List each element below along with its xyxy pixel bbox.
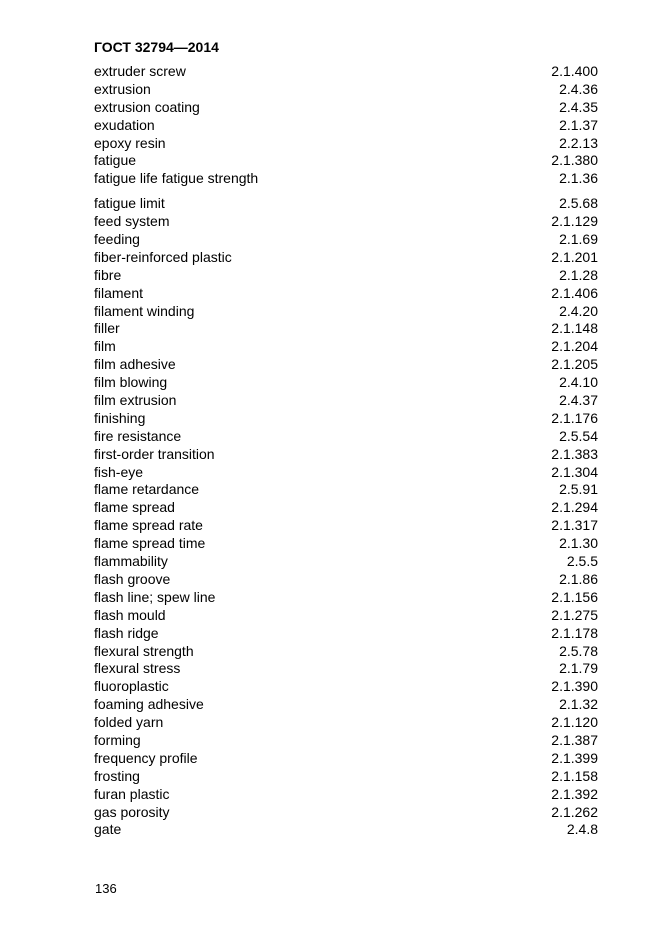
index-term: flammability	[94, 553, 168, 570]
index-term: feed system	[94, 213, 170, 230]
index-entry-row	[94, 678, 598, 696]
index-entry-row	[94, 338, 598, 356]
index-entry-row	[94, 553, 598, 571]
index-reference: 2.1.86	[559, 570, 598, 587]
index-reference: 2.1.390	[551, 678, 598, 695]
index-reference: 2.1.387	[551, 731, 598, 748]
index-entry-row	[94, 535, 598, 553]
index-term: fatigue limit	[94, 195, 165, 212]
index-term: fibre	[94, 266, 122, 283]
index-entry-row	[94, 804, 598, 822]
index-term: film extrusion	[94, 392, 177, 409]
index-entry-row	[94, 696, 598, 714]
index-entry-row	[94, 750, 598, 768]
index-entry-row	[94, 428, 598, 446]
index-term: feeding	[94, 231, 140, 248]
index-reference: 2.1.148	[551, 320, 598, 337]
index-reference: 2.4.20	[559, 302, 598, 319]
index-term: flash mould	[94, 606, 166, 623]
index-entry-row	[94, 99, 598, 117]
index-reference: 2.5.5	[566, 553, 598, 570]
index-entry-row	[94, 135, 598, 153]
index-reference: 2.1.129	[551, 213, 598, 230]
index-reference: 2.5.78	[559, 642, 598, 659]
index-term: fish-eye	[94, 463, 144, 480]
index-entry-list	[94, 63, 598, 839]
index-entry-row	[94, 63, 598, 81]
index-reference: 2.1.383	[551, 445, 598, 462]
index-term: finishing	[94, 409, 146, 426]
index-reference: 2.5.54	[559, 427, 598, 444]
index-term: exudation	[94, 116, 155, 133]
index-reference: 2.1.156	[551, 588, 598, 605]
index-reference: 2.4.10	[559, 374, 598, 391]
index-entry-row	[94, 195, 598, 213]
index-term: gate	[94, 821, 122, 838]
index-term: frequency profile	[94, 749, 198, 766]
index-reference: 2.1.79	[559, 660, 598, 677]
index-entry-row	[94, 231, 598, 249]
index-entry-row	[94, 170, 598, 188]
index-reference: 2.4.36	[559, 80, 598, 97]
index-entry-row	[94, 320, 598, 338]
index-term: fatigue life fatigue strength	[94, 170, 259, 187]
index-entry-row	[94, 643, 598, 661]
index-term: foaming adhesive	[94, 696, 204, 713]
index-reference: 2.5.68	[559, 195, 598, 212]
index-term: furan plastic	[94, 785, 170, 802]
index-reference: 2.1.178	[551, 624, 598, 641]
index-entry-row	[94, 571, 598, 589]
index-entry-row	[94, 374, 598, 392]
index-term: filler	[94, 320, 120, 337]
index-term: gas porosity	[94, 803, 170, 820]
index-term: frosting	[94, 767, 140, 784]
index-entry-row	[94, 714, 598, 732]
index-term: fatigue	[94, 152, 137, 169]
index-term: extrusion	[94, 80, 151, 97]
index-entry-row	[94, 249, 598, 267]
index-reference: 2.1.204	[551, 338, 598, 355]
index-entry-row	[94, 625, 598, 643]
index-reference: 2.1.380	[551, 152, 598, 169]
index-term: flame retardance	[94, 481, 200, 498]
index-reference: 2.1.36	[559, 170, 598, 187]
index-reference: 2.1.32	[559, 696, 598, 713]
index-term: forming	[94, 731, 141, 748]
index-entry-row	[94, 732, 598, 750]
index-reference: 2.1.176	[551, 409, 598, 426]
index-term: flame spread rate	[94, 517, 203, 534]
index-entry-row	[94, 517, 598, 535]
index-term: fluoroplastic	[94, 678, 169, 695]
index-entry-row	[94, 213, 598, 231]
index-term: flash line; spew line	[94, 588, 216, 605]
index-term: film blowing	[94, 374, 168, 391]
index-entry-row	[94, 410, 598, 428]
index-term: flash ridge	[94, 624, 159, 641]
index-term: epoxy resin	[94, 134, 166, 151]
index-reference: 2.1.317	[551, 517, 598, 534]
index-reference: 2.1.406	[551, 284, 598, 301]
index-entry-row	[94, 607, 598, 625]
index-entry-row	[94, 481, 598, 499]
index-term: fire resistance	[94, 427, 182, 444]
index-term: extrusion coating	[94, 98, 200, 115]
index-entry-row	[94, 303, 598, 321]
index-entry-row	[94, 267, 598, 285]
index-entry-row	[94, 356, 598, 374]
index-term: film adhesive	[94, 356, 176, 373]
index-reference: 2.1.262	[551, 803, 598, 820]
index-term: folded yarn	[94, 714, 164, 731]
document-header: ГОСТ 32794—2014	[94, 39, 219, 55]
index-reference: 2.1.400	[551, 63, 598, 79]
index-reference: 2.1.28	[559, 266, 598, 283]
index-reference: 2.1.30	[559, 535, 598, 552]
index-entry-row	[94, 81, 598, 99]
page-number: 136	[95, 881, 117, 896]
index-term: flexural stress	[94, 660, 181, 677]
index-reference: 2.1.205	[551, 356, 598, 373]
index-entry-row	[94, 786, 598, 804]
index-term: filament	[94, 284, 144, 301]
index-reference: 2.1.201	[551, 248, 598, 265]
index-term: film	[94, 338, 116, 355]
index-term: flame spread	[94, 499, 175, 516]
index-entry-row	[94, 660, 598, 678]
index-term: fiber-reinforced plastic	[94, 248, 232, 265]
index-entry-row	[94, 152, 598, 170]
index-reference: 2.1.399	[551, 749, 598, 766]
index-reference: 2.4.8	[566, 821, 598, 838]
index-term: flash groove	[94, 570, 171, 587]
index-reference: 2.4.35	[559, 98, 598, 115]
index-term: flame spread time	[94, 535, 206, 552]
index-entry-row	[94, 589, 598, 607]
index-entry-row	[94, 446, 598, 464]
index-reference: 2.1.392	[551, 785, 598, 802]
index-reference: 2.4.37	[559, 392, 598, 409]
index-reference: 2.1.120	[551, 714, 598, 731]
index-term: first-order transition	[94, 445, 215, 462]
index-reference: 2.1.69	[559, 231, 598, 248]
index-term: flexural strength	[94, 642, 194, 659]
index-entry-row	[94, 117, 598, 135]
index-term: extruder screw	[94, 63, 186, 79]
index-reference: 2.1.304	[551, 463, 598, 480]
index-entry-row	[94, 821, 598, 839]
index-reference: 2.5.91	[559, 481, 598, 498]
index-term: filament winding	[94, 302, 195, 319]
index-reference: 2.1.294	[551, 499, 598, 516]
index-reference: 2.1.37	[559, 116, 598, 133]
index-entry-row	[94, 464, 598, 482]
index-reference: 2.1.275	[551, 606, 598, 623]
index-entry-row	[94, 285, 598, 303]
index-entry-row	[94, 768, 598, 786]
index-reference: 2.2.13	[559, 134, 598, 151]
index-reference: 2.1.158	[551, 767, 598, 784]
index-entry-row	[94, 499, 598, 517]
index-entry-row	[94, 392, 598, 410]
